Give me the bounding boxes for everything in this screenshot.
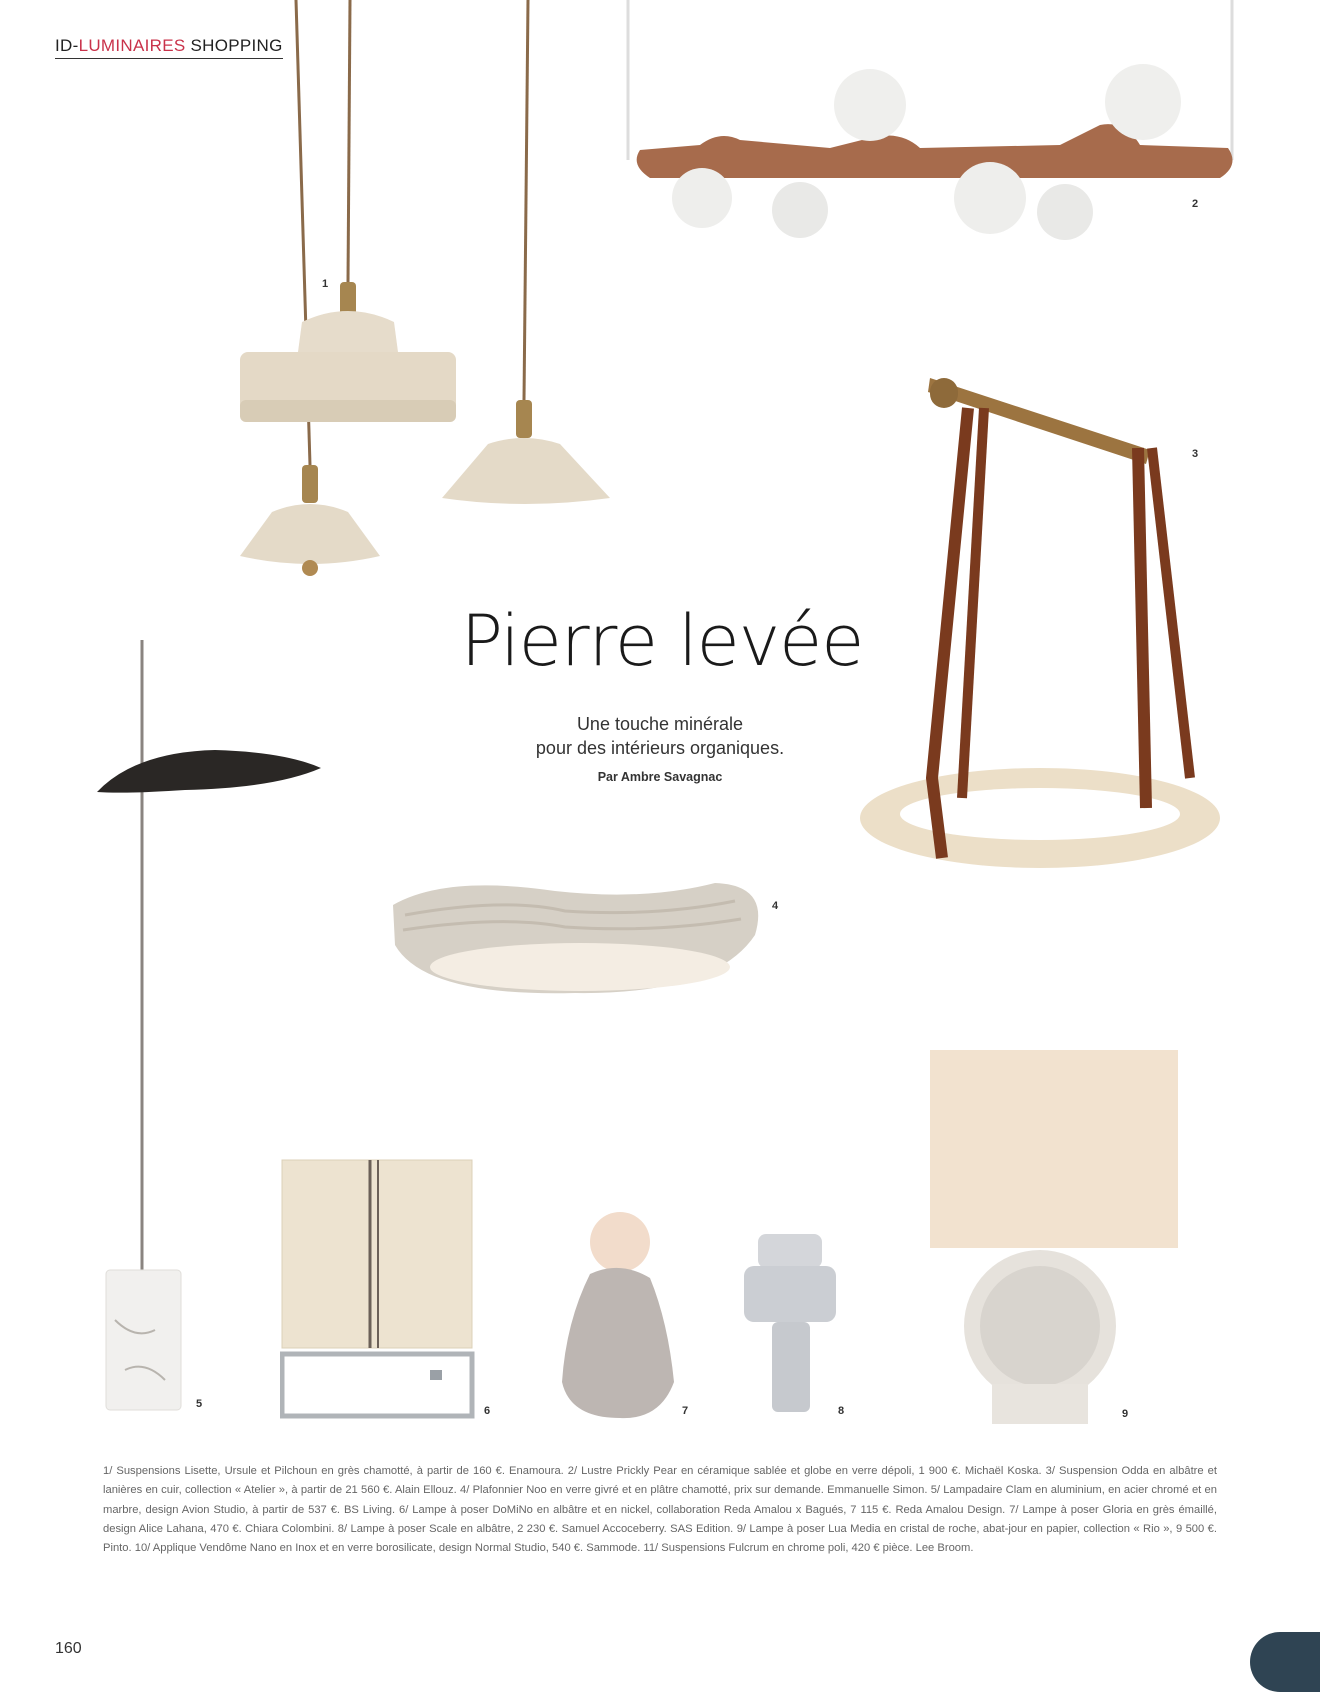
product-number-9: 9	[1122, 1408, 1129, 1420]
product-number-2: 2	[1192, 198, 1199, 210]
product-2-chandelier	[620, 0, 1240, 250]
product-6-table-lamp	[280, 1158, 475, 1420]
subtitle-line-2: pour des intérieurs organiques.	[535, 738, 785, 758]
article-subtitle	[440, 712, 880, 760]
article-title	[0, 600, 1320, 682]
product-1-pendants	[210, 0, 620, 580]
page-edge-tab	[1250, 1632, 1320, 1692]
product-number-8: 8	[838, 1405, 845, 1417]
subtitle-line-1: Une touche minérale	[576, 714, 744, 734]
rubric-section: SHOPPING	[190, 36, 283, 55]
caption-text: 1/ Suspensions Lisette, Ursule et Pilchoun en grès chamotté, à partir de 160 €. Enamoura. 2/ Lustre Prickly Pear en céramique sablée et globe en verre dépoli, 1 900 €. Michaël Koska. 3/ Suspension Odda en albâtre et lanières en cuir, collection « Atelier », à partir de 21 560 €. Alain Ellouz. 4/ Plafonnier Noo en verre givré et en plâtre chamotté, prix sur demande. Emmanuelle Simon. 5/ Lampadaire Clam en aluminium, en acier chromé et en marbre, design Avion Studio, à partir de 537 €. BS Living. 6/ Lampe à poser DoMiNo en albâtre et en nickel, collaboration Reda Amalou x Bagués, 7 115 €. Reda Amalou Design. 7/ Lampe à poser Gloria en grès émaillé, design Alice Lahana, 470 €. Chiara Colombini. 8/ Lampe à poser Scale en albâtre, 2 230 €. Samuel Accoceberry. SAS Edition. 9/ Lampe à poser Lua Media en cristal de roche, abat-jour en papier, collection « Rio », 9 500 €. Pinto. 10/ Applique Vendôme Nano en Inox et en verre borosilicate, design Normal Studio, 540 €. Sammode. 11/ Suspensions Fulcrum en chrome poli, 420 € pièce. Lee Broom.	[103, 1465, 1217, 1555]
article-byline: Par Ambre Savagnac	[597, 770, 723, 784]
product-7-stone-lamp	[550, 1212, 690, 1420]
page-number: 160	[55, 1640, 82, 1657]
product-8-marble-lamp	[740, 1234, 840, 1414]
rubric-prefix: ID-	[55, 36, 79, 55]
product-number-1: 1	[322, 278, 329, 290]
product-number-7: 7	[682, 1405, 689, 1417]
rubric-accent: LUMINAIRES	[78, 36, 186, 55]
product-number-6: 6	[484, 1405, 491, 1417]
article-title-text: Pierre levée	[460, 600, 864, 682]
product-number-3: 3	[1192, 448, 1199, 460]
product-4-ceiling-light	[385, 875, 765, 1005]
product-number-5: 5	[196, 1398, 203, 1410]
product-number-4: 4	[772, 900, 779, 912]
product-9-crystal-lamp	[928, 1048, 1180, 1428]
product-captions	[103, 1462, 1217, 1558]
